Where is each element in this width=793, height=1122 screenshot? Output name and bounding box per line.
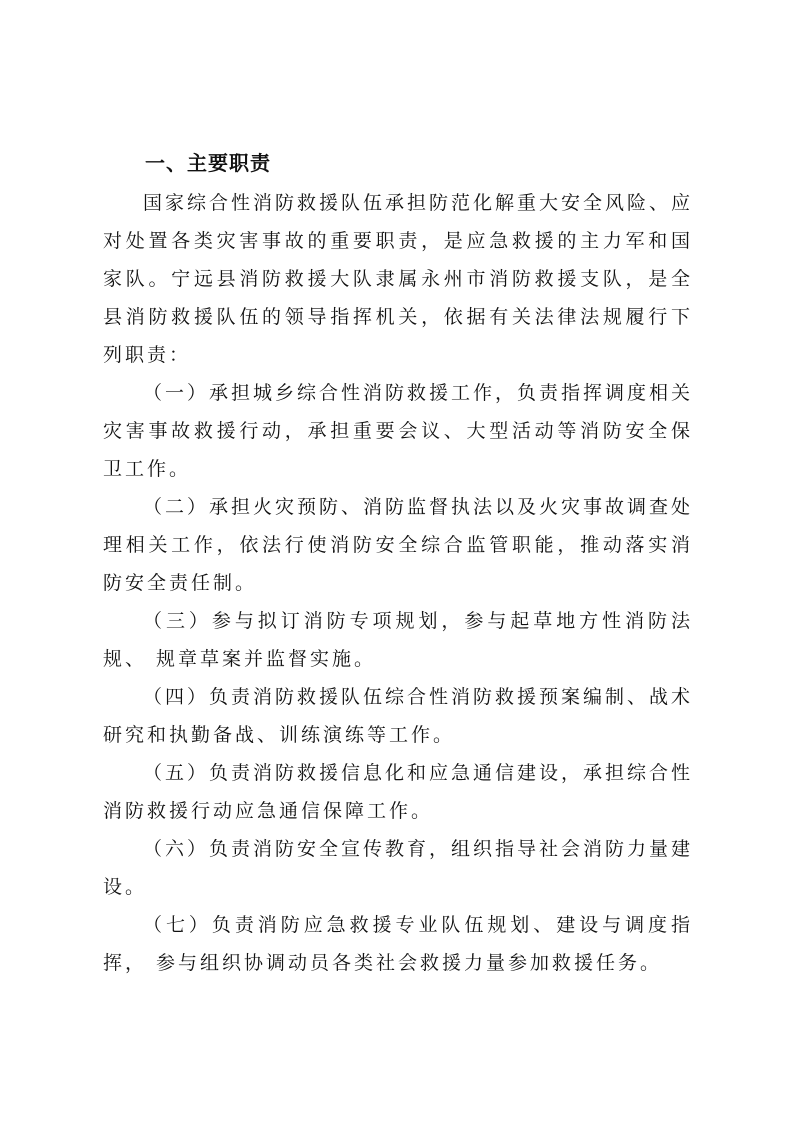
- document-body: [103, 150, 693, 982]
- duty-item-4: （四）负责消防救援队伍综合性消防救援预案编制、战术研究和执勤备战、训练演练等工作。: [103, 686, 694, 746]
- duty-item-2: （二）承担火灾预防、消防监督执法以及火灾事故调查处理相关工作，依法行使消防安全综合监管职能，推动落实消防安全责任制。: [103, 496, 694, 594]
- section-heading: 一、主要职责: [145, 151, 271, 175]
- duty-item-3: （三）参与拟订消防专项规划，参与起草地方性消防法规、 规章草案并监督实施。: [103, 610, 693, 670]
- intro-paragraph: 国家综合性消防救援队伍承担防范化解重大安全风险、应对处置各类灾害事故的重要职责，是应急救援的主力军和国家队。宁远县消防救援大队隶属永州市消防救援支队，是全县消防救援队伍的领导指挥机关，依据有关法律法规履行下列职责：: [103, 192, 694, 366]
- duty-item-1: （一）承担城乡综合性消防救援工作，负责指挥调度相关灾害事故救援行动，承担重要会议、大型活动等消防安全保卫工作。: [103, 382, 694, 480]
- duty-item-6: （六）负责消防安全宣传教育，组织指导社会消防力量建设。: [103, 838, 694, 898]
- duty-item-5: （五）负责消防救援信息化和应急通信建设，承担综合性消防救援行动应急通信保障工作。: [103, 762, 694, 822]
- duty-item-7: （七）负责消防应急救援专业队伍规划、建设与调度指挥， 参与组织协调动员各类社会救援力量参加救援任务。: [103, 914, 693, 974]
